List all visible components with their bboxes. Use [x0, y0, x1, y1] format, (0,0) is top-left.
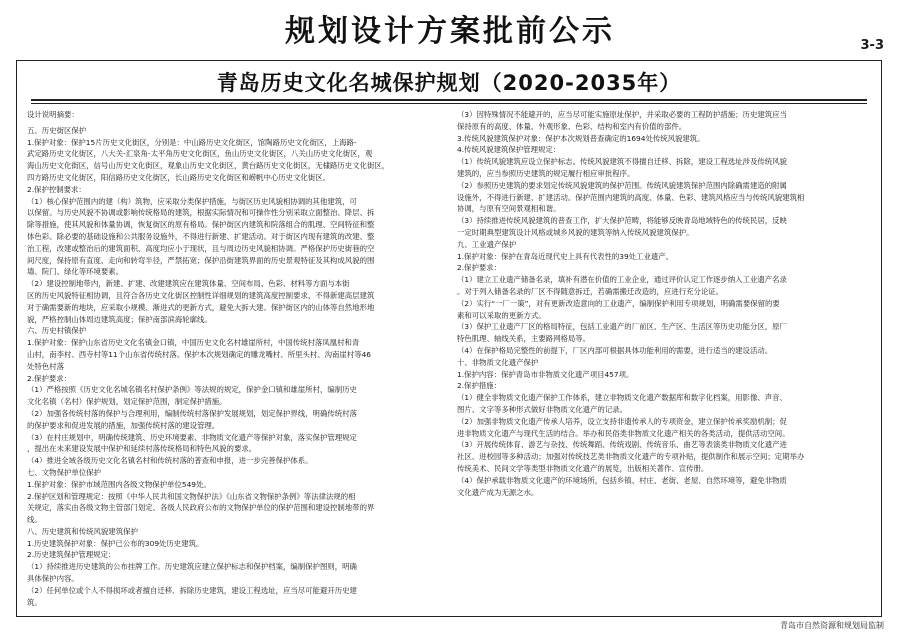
- text-line: 2.保护要求：: [457, 263, 502, 273]
- page-title: 规划设计方案批前公示: [285, 14, 615, 49]
- text-line: （1）持续推进历史建筑的公布挂牌工作。历史建筑应建立保护标志和保护档案，编制保护图则，明确: [27, 562, 357, 572]
- text-line: 设施外，不得进行新建、扩建活动。保护范围内建筑的高度、体量、色彩、建筑风格应当与传统风貌建筑相: [457, 192, 805, 202]
- text-line: （1）建立工业遗产储备名录，填补有潜在价值的工业企业，通过评价认定工作逐步纳入工业遗产名录: [457, 275, 787, 285]
- text-line: 八、历史建筑和传统风貌建筑保护: [27, 526, 138, 536]
- text-line: ，提出在未来建设发展中保护和延续村落传统格局和特色风貌的要求。: [27, 444, 257, 454]
- text-line: 1.保护对象：保护在青岛近现代史上具有代表性的39处工业遗产。: [457, 251, 674, 261]
- text-line: 的保护要求和促进发展的措施，加强传统村落的建设管理。: [27, 420, 220, 430]
- text-line: 武定路历史文化街区，八大关-汇泉角-太平角历史文化街区，鱼山历史文化街区，八关山历史文化街区，观: [27, 149, 373, 159]
- text-line: 具体保护内容。: [27, 574, 79, 584]
- text-line: 一定时期典型建筑设计风格或城乡风貌的建筑等纳入传统风貌建筑保护。: [457, 227, 694, 237]
- text-line: 间尺度，保持原有直度、走向和转弯半径，严禁拓宽；保护沿街建筑界面的历史景观特征及其构成风貌的围: [27, 255, 375, 265]
- document-title: 青岛历史文化名城保护规划（2020-2035年）: [216, 71, 682, 95]
- text-line: （2）加强各传统村落的保护与合理利用，编制传统村落保护发展规划，划定保护界线，明确传统村落: [27, 408, 357, 418]
- text-line: 2.保护控制要求：: [27, 184, 86, 194]
- text-line: （2）实行“一厂一策”，对有更新改造意向的工业遗产，编制保护利用专项规划，明确需要保留的要: [457, 298, 780, 308]
- text-line: 貌，严格控制山体周边建筑高度；保护南部滨海轮廓线。: [27, 314, 212, 324]
- text-line: 关规定，落实由各级文物主管部门划定、各级人民政府公布的文物保护单位的保护范围和建设控制地带的界: [27, 503, 375, 513]
- text-line: 进非物质文化遗产与现代生活的结合。举办和民俗类非物质文化遗产相关的各类活动，提供活动空间。: [457, 428, 790, 438]
- text-line: 山村，南李村、西寺村等11个山东省传统村落。保护本次规划确定的雕龙嘴村、所里头村、沟南崖村等46: [27, 349, 372, 359]
- text-line: （4）保护承载非物质文化遗产的环境场所，包括乡镇、村庄、老街、老屋、自然环境等，避免非物质: [457, 475, 787, 485]
- text-line: 图片、文字等多种形式做好非物质文化遗产的记录。: [457, 404, 627, 414]
- document-frame: [16, 60, 882, 617]
- text-line: （4）在保护格局完整性的前提下，厂区内部可根据具体功能利用的需要，进行适当的建设活动。: [457, 345, 773, 355]
- text-line: 墙、院门、绿化等环境要素。: [27, 267, 124, 277]
- text-line: 1.保护对象：保护山东省历史文化名镇金口镇，中国历史文化名村雄崖所村，中国传统村落凤凰村和青: [27, 338, 360, 348]
- text-line: 素和可以采取的更新方式。: [457, 310, 546, 320]
- text-line: 海山历史文化街区，信号山历史文化街区，观象山历史文化街区，黄台路历史文化街区，无棣路历史文化街区，: [27, 161, 390, 171]
- text-line: 九、工业遗产保护: [457, 239, 517, 249]
- text-line: （3）在村庄规划中，明确传统建筑、历史环境要素、非物质文化遗产等保护对象，落实保护管理规定: [27, 432, 357, 442]
- page-number: 3-3: [860, 38, 884, 53]
- text-line: 2.历史建筑保护管理规定：: [27, 550, 116, 560]
- text-line: （1）严格按照《历史文化名城名镇名村保护条例》等法规的规定，保护金口镇和雄崖所村，编制历史: [27, 385, 357, 395]
- text-line: （4）推进全域各级历史文化名镇名村和传统村落的普查和申报，进一步完善保护体系。: [27, 456, 313, 466]
- text-line: （3）开展传统体育、游艺与杂技、传统舞蹈、传统戏剧、传统音乐、曲艺等表演类非物质文化遗产进: [457, 440, 787, 450]
- text-line: 六、历史村镇保护: [27, 326, 87, 336]
- text-line: 保持原有的高度、体量、外观形象、色彩、结构和室内有价值的部件。: [457, 121, 687, 131]
- text-line: 1.保护内容：保护青岛市非物质文化遗产项目457项。: [457, 369, 634, 379]
- text-line: （3）因特殊情况不能避开的，应当尽可能实施原址保护，并采取必要的工程防护措施；历史建筑应当: [457, 110, 787, 119]
- text-line: （2）建设控制地带内，新建、扩建、改建建筑应在建筑体量、空间布局、色彩、材料等方面与本街: [27, 279, 350, 289]
- left-text-column: [27, 109, 443, 611]
- text-line: 3.传统风貌建筑保护对象：保护本次规划普查确定的1694处传统风貌建筑。: [457, 133, 705, 143]
- text-line: （2）加强非物质文化遗产传承人培养，设立支持非遗传承人的专项资金，建立保护传承奖励机制；促: [457, 416, 787, 426]
- text-line: 体色彩。除必要的基础设施和公共服务设施外，不得进行新建、扩建活动。对于街区内现有建筑的改建、整: [27, 231, 375, 241]
- text-line: 4.传统风貌建筑保护管理规定：: [457, 145, 561, 155]
- text-line: 。对于列入储备名录的厂区不得随意拆迁，若确需搬迁改造的，应进行充分论证。: [457, 286, 724, 296]
- text-line: 对于确需要新的地块，应采取小规模、渐进式的更新方式，避免大拆大建。保护街区内的山体等自然地形地: [27, 302, 375, 312]
- text-line: 七、文物保护单位保护: [27, 467, 101, 477]
- text-line: 2.保护区划和管理规定：按照《中华人民共和国文物保护法》《山东省文物保护条例》等法律法规的相: [27, 491, 356, 501]
- text-line: 除等措施，使其风貌和体量协调，恢复街区的原有格局。保护街区内建筑和院落组合的肌理、空间特征和整: [27, 220, 375, 230]
- text-line: 1.保护对象：保护市域范围内各级文物保护单位549处。: [27, 479, 211, 489]
- title-divider-thin: [31, 103, 867, 104]
- text-line: 四方路历史文化街区，阳信路历史文化街区，长山路历史文化街区和崂帆中心历史文化街区。: [27, 172, 331, 182]
- text-line: 设计说明摘要：: [27, 110, 79, 119]
- text-line: （2）任何单位或个人不得损坏或者擅自迁移、拆除历史建筑，建设工程选址，应当尽可能避开历史建: [27, 585, 357, 595]
- text-line: （1）传统风貌建筑应设立保护标志。传统风貌建筑不得擅自迁移、拆除，建设工程选址涉及传统风貌: [457, 157, 787, 167]
- text-line: 以保留。与历史风貌不协调或影响传统格局的建筑，根据实际情况和可操作性分别采取立面整治、降层、拆: [27, 208, 375, 218]
- text-line: （3）保护工业遗产厂区的格局特征，包括工业遗产的厂前区、生产区、生活区等历史功能分区，原厂: [457, 322, 787, 332]
- text-line: 筑。: [27, 597, 42, 607]
- text-line: 文化遗产成为无源之水。: [457, 487, 539, 497]
- text-line: 2.保护措施：: [457, 381, 502, 391]
- text-line: 1.保护对象：保护15片历史文化街区，分别是：中山路历史文化街区，馆陶路历史文化街区，上海路-: [27, 137, 357, 147]
- text-line: 建筑的，应当参照历史建筑的规定履行相应审批程序。: [457, 168, 635, 178]
- text-line: 五、历史街区保护: [27, 125, 87, 135]
- title-divider: [31, 99, 867, 101]
- text-line: （3）持续推进传统风貌建筑的普查工作，扩大保护范畴，将能够反映青岛地域特色的传统民居，反映: [457, 216, 787, 226]
- text-line: 社区、进校园等多种活动；加强对传统技艺类非物质文化遗产的专项补贴，提供制作和展示空间；定期举办: [457, 452, 805, 462]
- text-line: 治工程，改建或整治后的建筑面积、高度均应小于现状，且与周边历史风貌相协调。严格保护历史街巷的空: [27, 243, 375, 253]
- text-line: （2）参照历史建筑的要求划定传统风貌建筑的保护范围。传统风貌建筑保护范围内除确需建造的附属: [457, 180, 787, 190]
- text-line: 处特色村落: [27, 361, 64, 371]
- right-text-column: [457, 109, 873, 611]
- text-line: 特色肌理、轴线关系，主要路网格局等。: [457, 334, 591, 344]
- text-line: 十、非物质文化遗产保护: [457, 357, 539, 367]
- text-line: 文化名镇（名村）保护规划，划定保护范围，制定保护措施。: [27, 397, 227, 407]
- text-line: （1）健全非物质文化遗产保护工作体系，建立非物质文化遗产数据库和数字化档案，用影像、声音、: [457, 393, 787, 403]
- text-line: 区的历史风貌特征相协调，且符合各历史文化街区控制性详细规划的建筑高度控制要求，不得新建高层建筑: [27, 290, 375, 300]
- text-line: 线。: [27, 515, 42, 525]
- text-line: 1.历史建筑保护对象：保护已公布的309处历史建筑。: [27, 538, 204, 548]
- text-line: 2.保护要求：: [27, 373, 72, 383]
- footer-issuer: 青岛市自然资源和规划局监制: [780, 621, 884, 630]
- text-line: 协调，与原有空间景观相和谐。: [457, 204, 561, 214]
- text-line: （1）核心保护范围内的建（构）筑物，应采取分类保护措施，与街区历史风貌相协调的其他建筑，可: [27, 196, 357, 206]
- text-line: 传统美术、民间文学等类型非物质文化遗产的展览，出版相关著作、宣传册。: [457, 463, 709, 473]
